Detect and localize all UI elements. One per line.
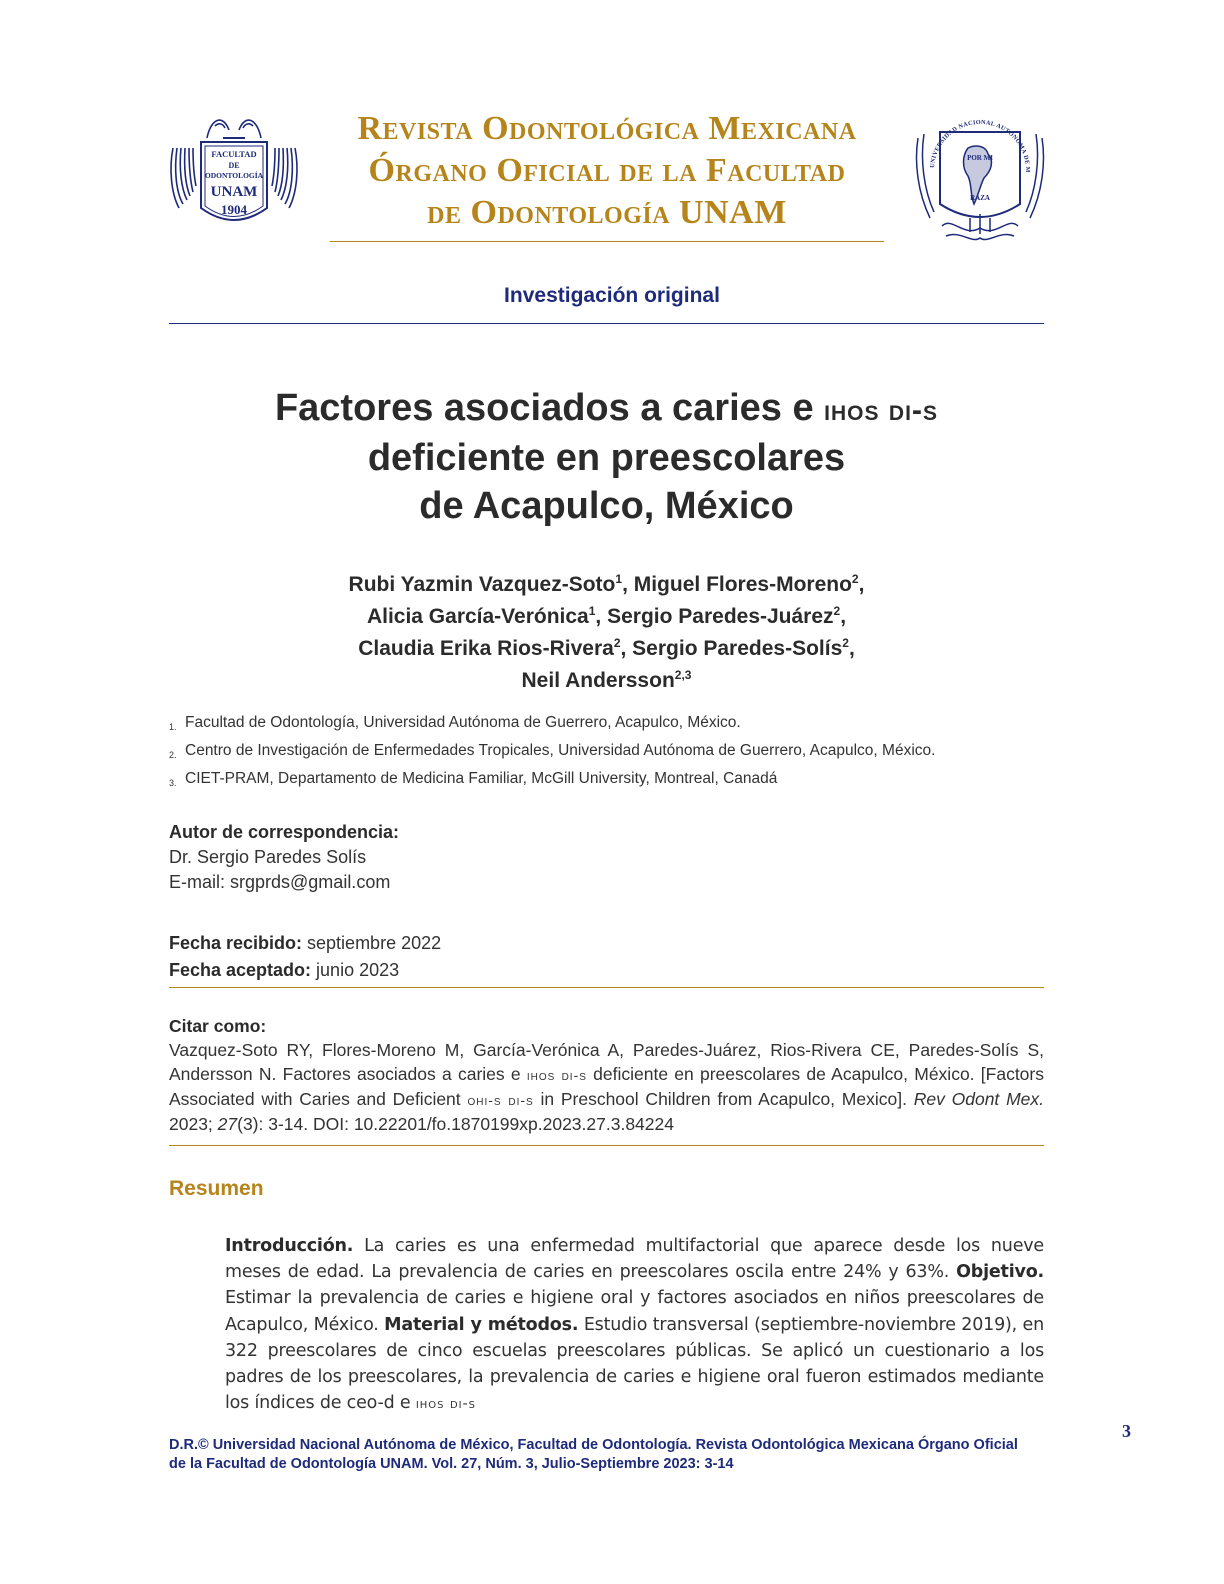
- dates-block: [169, 930, 1044, 984]
- author-line-1: [169, 566, 1044, 598]
- citation-label: Citar como:: [169, 1016, 267, 1036]
- affiliation-item: [169, 765, 1044, 793]
- citation-volume: 27: [217, 1114, 238, 1134]
- affiliations: [169, 709, 1044, 793]
- citation-block: [169, 1014, 1044, 1136]
- author-affiliation-mark: 2: [613, 636, 621, 650]
- title-line-3: de Acapulco, México: [419, 485, 794, 527]
- title-line-1: [169, 384, 1044, 434]
- citation-part: 2023;: [169, 1114, 218, 1134]
- title-line-1-text: Factores asociados a caries e: [274, 387, 825, 429]
- correspondence-block: [169, 820, 1044, 895]
- author-separator: ,: [622, 573, 634, 596]
- received-label: Fecha recibido:: [169, 933, 303, 953]
- author-separator: ,: [840, 605, 847, 628]
- author-affiliation-mark: 1: [615, 572, 623, 586]
- unam-motto-2: RAZA: [970, 194, 990, 202]
- title-line-1-smallcaps: ihos di-s: [824, 393, 939, 427]
- author-line-3: [169, 630, 1044, 662]
- affiliation-item: [169, 737, 1044, 765]
- article-title: [169, 384, 1044, 530]
- affiliation-number: 1.: [169, 722, 177, 732]
- resumen-heading: Resumen: [169, 1177, 264, 1200]
- footer-line-1: D.R.© Universidad Nacional Autónoma de México, Facultad de Odontología. Revista Odontológica Mexicana Órgano Oficial: [169, 1437, 1018, 1453]
- article-type-label: Investigación original: [504, 284, 720, 307]
- author-separator: ,: [858, 573, 865, 596]
- logo-left-line1: FACULTAD: [211, 149, 257, 159]
- author-line-2: [169, 598, 1044, 630]
- dates-divider: [169, 987, 1044, 988]
- masthead-divider: [330, 241, 884, 242]
- section-divider: [169, 323, 1044, 324]
- abstract-intro-text: La caries es una enfermedad multifactorial que aparece desde los nueve meses de edad. La prevalencia de caries en preescolares oscila entre 24% y 63%.: [225, 1236, 1044, 1283]
- author-name: Claudia Erika Rios-Rivera: [358, 637, 614, 660]
- logo-left-line2: DE: [228, 161, 240, 170]
- accepted-date: [169, 957, 1044, 984]
- affiliation-number: 3.: [169, 778, 177, 788]
- logo-left-line4: UNAM: [210, 184, 258, 200]
- citation-smallcaps: ihos di-s: [526, 1067, 587, 1083]
- author-separator: ,: [595, 605, 608, 628]
- citation-journal: Rev Odont Mex.: [913, 1089, 1044, 1109]
- title-line-2: deficiente en preescolares: [367, 437, 846, 479]
- page-number: 3: [1122, 1421, 1131, 1441]
- citation-doi[interactable]: (3): 3-14. DOI: 10.22201/fo.1870199xp.2023.27.3.84224: [237, 1114, 674, 1134]
- author-list: [169, 566, 1044, 694]
- citation-text: [169, 1038, 1044, 1136]
- abstract-objective-text: Estimar la prevalencia de caries e higiene oral y factores asociados en niños preescolares de Acapulco, México.: [225, 1288, 1044, 1335]
- affiliation-text: CIET-PRAM, Departamento de Medicina Familiar, McGill University, Montreal, Canadá: [185, 770, 778, 787]
- accepted-value: junio 2023: [311, 960, 400, 980]
- correspondence-email[interactable]: E-mail: srgprds@gmail.com: [169, 872, 391, 892]
- correspondence-label: Autor de correspondencia:: [169, 822, 400, 842]
- unam-motto-1: POR MI: [967, 154, 993, 162]
- abstract-text: [225, 1233, 1044, 1417]
- received-value: septiembre 2022: [302, 933, 442, 953]
- author-affiliation-mark: 2,3: [674, 668, 692, 682]
- author-affiliation-mark: 2: [833, 604, 841, 618]
- abstract-methods-text: Estudio transversal (septiembre-noviembre 2019), en 322 preescolares de cinco escuelas preescolares públicas. Se aplicó un cuestionario a los padres de los preescolares, la prevalencia de caries e higiene oral fueron estimados mediante los índices de ceo-d e: [225, 1314, 1044, 1414]
- author-line-4: [169, 662, 1044, 694]
- author-name: Sergio Paredes-Juárez: [607, 605, 834, 628]
- facultad-odontologia-eagle-crest-icon: [165, 108, 303, 244]
- accepted-label: Fecha aceptado:: [169, 960, 312, 980]
- citation-divider: [169, 1145, 1044, 1146]
- unam-ring-text: UNIVERSIDAD NACIONAL AUTÓNOMA DE M: [929, 118, 1032, 173]
- facultad-odontologia-logo: [165, 108, 303, 244]
- correspondence-name: Dr. Sergio Paredes Solís: [169, 847, 367, 867]
- unam-logo: [912, 108, 1048, 250]
- page-footer: [169, 1436, 1049, 1474]
- author-separator: ,: [620, 637, 633, 660]
- unam-coat-of-arms-icon: [912, 108, 1048, 250]
- author-affiliation-mark: 2: [851, 572, 859, 586]
- abstract-intro-label: Introducción.: [225, 1236, 354, 1256]
- author-name: Neil Andersson: [521, 669, 675, 692]
- affiliation-text: Facultad de Odontología, Universidad Autónoma de Guerrero, Acapulco, México.: [185, 714, 741, 731]
- author-name: Alicia García-Verónica: [366, 605, 589, 628]
- masthead-line1: Revista Odontológica Mexicana: [357, 110, 857, 147]
- logo-left-line5: 1904: [221, 202, 247, 217]
- author-name: Sergio Paredes-Solís: [632, 637, 843, 660]
- citation-smallcaps: ohi-s di-s: [467, 1092, 534, 1108]
- affiliation-number: 2.: [169, 750, 177, 760]
- affiliation-text: Centro de Investigación de Enfermedades Tropicales, Universidad Autónoma de Guerrero, Acapulco, México.: [185, 742, 936, 759]
- author-name: Miguel Flores-Moreno: [633, 573, 852, 596]
- citation-part: in Preschool Children from Acapulco, Mexico].: [533, 1089, 914, 1109]
- logo-left-line3: ODONTOLOGÍA: [204, 171, 264, 180]
- footer-line-2: de la Facultad de Odontología UNAM. Vol. 27, Núm. 3, Julio-Septiembre 2023: 3-14: [169, 1456, 734, 1472]
- received-date: [169, 930, 1044, 957]
- citation-part: deficiente en preescolares de Acapulco, México. [Factors Associated with Caries and Deficient: [169, 1064, 1044, 1109]
- abstract-methods-label: Material y métodos.: [384, 1314, 579, 1335]
- masthead-line2: Órgano Oficial de la Facultad: [368, 152, 846, 189]
- abstract-smallcaps: ihos di-s: [415, 1396, 477, 1413]
- affiliation-item: [169, 709, 1044, 737]
- journal-masthead: [330, 108, 884, 234]
- author-affiliation-mark: 2: [842, 636, 849, 650]
- author-name: Rubi Yazmin Vazquez-Soto: [348, 573, 616, 596]
- masthead-line3: de Odontología UNAM: [427, 194, 787, 231]
- citation-part: Vazquez-Soto RY, Flores-Moreno M, García-Verónica A, Paredes-Juárez, Rios-Rivera CE, Paredes-Solís S, Andersson N. Factores asociados a caries e: [169, 1040, 1044, 1084]
- author-affiliation-mark: 1: [588, 604, 596, 618]
- author-separator: ,: [848, 637, 855, 660]
- abstract-objective-label: Objetivo.: [956, 1262, 1044, 1283]
